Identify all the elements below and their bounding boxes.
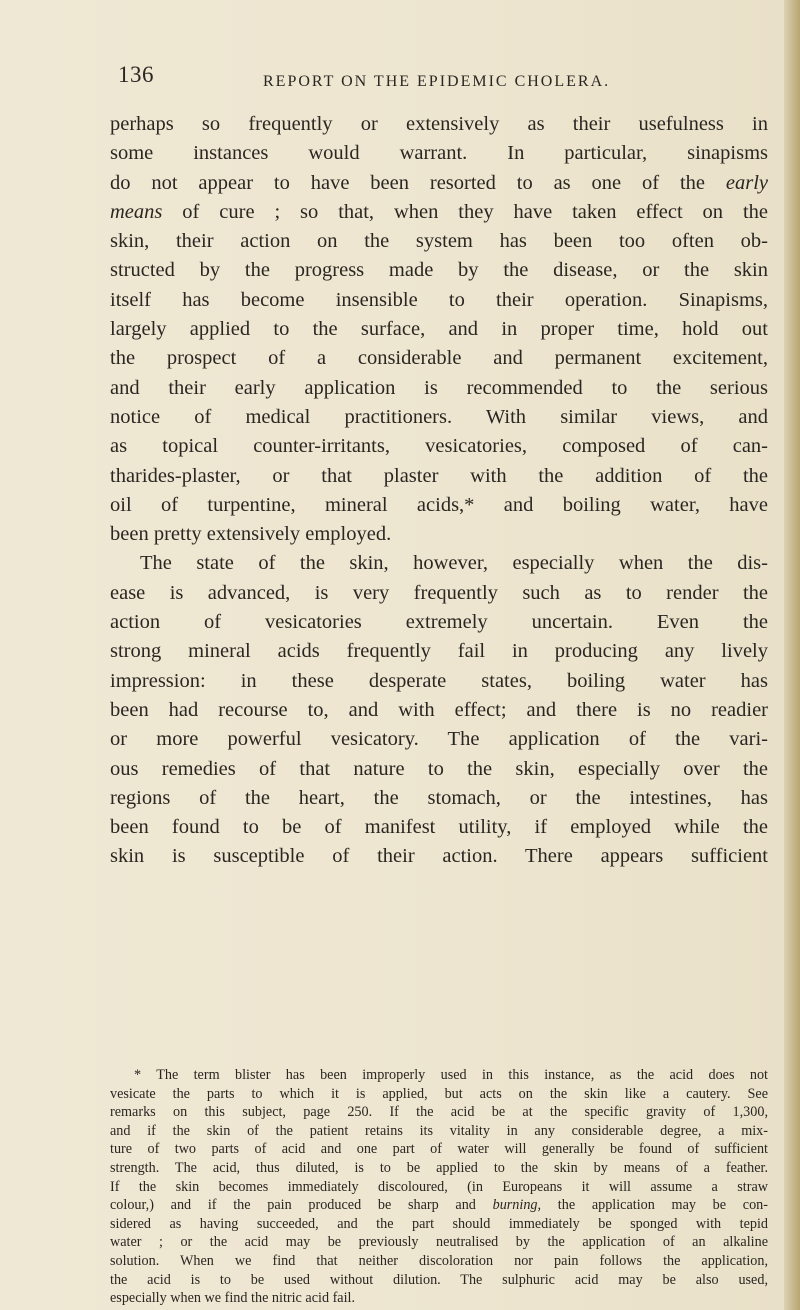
text-line: the prospect of a considerable and permanent excitement,	[110, 347, 768, 370]
page-number: 136	[118, 62, 154, 87]
footnote-line: water ; or the acid may be previously neutralised by the application of an alkaline	[110, 1234, 768, 1251]
footnote-line: If the skin becomes immediately discoloured, (in Europeans it will assume a straw	[110, 1178, 768, 1195]
footnote-line: ture of two parts of acid and one part of water will generally be found of sufficient	[110, 1141, 768, 1158]
page-edge	[784, 0, 800, 1310]
text-line: strong mineral acids frequently fail in producing any lively	[110, 640, 768, 663]
footnote-line: vesicate the parts to which it is applied, but acts on the skin like a cautery. See	[110, 1085, 768, 1102]
footnote-line: * The term blister has been improperly used in this instance, as the acid does not	[134, 1067, 768, 1083]
italic-word: means	[110, 200, 163, 223]
text-line: impression: in these desperate states, boiling water has	[110, 669, 768, 692]
footnote-line: and if the skin of the patient retains its vitality in any considerable degree, a mix-	[110, 1122, 768, 1139]
text-line: tharides-plaster, or that plaster with the addition of the	[110, 464, 768, 487]
text-line: or more powerful vesicatory. The application of the vari-	[110, 728, 768, 751]
text-line: been pretty extensively employed.	[110, 523, 392, 546]
italic-word: early	[725, 171, 768, 194]
footnote-line: the acid is to be used without dilution. The sulphuric acid may be also used,	[110, 1271, 768, 1288]
footnote-line: strength. The acid, thus diluted, is to be applied to the skin by means of a feather.	[110, 1159, 768, 1176]
running-head: REPORT ON THE EPIDEMIC CHOLERA.	[263, 73, 611, 90]
text-segment: of cure ; so that, when they have taken effect on the	[182, 200, 768, 223]
text-line: been found to be of manifest utility, if employed while the	[110, 816, 768, 839]
text-line: ous remedies of that nature to the skin, especially over the	[110, 757, 768, 780]
text-line: itself has become insensible to their operation. Sinapisms,	[110, 288, 768, 311]
text-line: The state of the skin, however, especially when the dis-	[140, 552, 768, 575]
text-line: perhaps so frequently or extensively as their usefulness in	[110, 113, 768, 135]
footnote-line: especially when we find the nitric acid fail.	[110, 1290, 356, 1307]
text-line: skin, their action on the system has been too often ob-	[110, 230, 768, 253]
text-line: some instances would warrant. In particular, sinapisms	[110, 142, 768, 165]
text-segment: colour,) and if the pain produced be sharp and	[110, 1197, 476, 1214]
text-line: notice of medical practitioners. With similar views, and	[110, 405, 768, 428]
text-segment: the application may be con-	[557, 1197, 768, 1214]
text-segment: do not appear to have been resorted to as one of the	[110, 171, 705, 194]
italic-word: burning,	[492, 1197, 542, 1214]
text-line: structed by the progress made by the disease, or the skin	[110, 259, 768, 282]
footnote-line: solution. When we find that neither discoloration nor pain follows the application,	[110, 1252, 768, 1269]
text-line: oil of turpentine, mineral acids,* and boiling water, have	[110, 493, 768, 516]
footnote	[110, 1066, 768, 1308]
footnote-line: sidered as having succeeded, and the part should immediately be sponged with tepid	[110, 1215, 768, 1232]
text-line: action of vesicatories extremely uncertain. Even the	[110, 611, 768, 634]
text-line: been had recourse to, and with effect; and there is no readier	[110, 698, 768, 721]
text-line: as topical counter-irritants, vesicatories, composed of can-	[110, 435, 768, 458]
text-line	[110, 198, 768, 227]
text-line: largely applied to the surface, and in proper time, hold out	[110, 318, 768, 341]
text-line: skin is susceptible of their action. There appears sufficient	[110, 845, 768, 868]
text-line	[110, 169, 768, 198]
footnote-line: remarks on this subject, page 250. If the acid be at the specific gravity of 1,300,	[110, 1104, 768, 1121]
page-header	[118, 62, 768, 102]
footnote-line	[110, 1196, 768, 1215]
text-line: regions of the heart, the stomach, or the intestines, has	[110, 786, 768, 809]
text-line: and their early application is recommended to the serious	[110, 376, 768, 399]
body-text	[110, 110, 768, 872]
text-line: ease is advanced, is very frequently such as to render the	[110, 581, 768, 604]
